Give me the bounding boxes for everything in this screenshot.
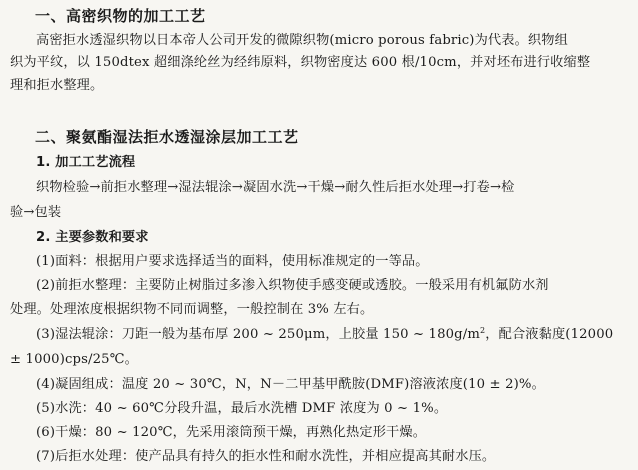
- param-item-3-line2: ± 1000)cps/25℃。: [10, 352, 138, 367]
- param-item-3-text-b: ，配合液黏度(12000: [485, 327, 614, 342]
- param-item-6: (6)干燥：80 ~ 120℃，先采用滚筒预干燥，再熟化热定形干燥。: [36, 425, 427, 440]
- param-item-5: (5)水洗：40 ~ 60℃分段升温，最后水洗槽 DMF 浓度为 0 ~ 1%。: [36, 401, 448, 416]
- param-item-2-line1: (2)前拒水整理：主要防止树脂过多渗入织物使手感变硬或透胶。一般采用有机氟防水剂: [36, 278, 549, 293]
- param-item-2-line2: 处理。处理浓度根据织物不同而调整，一般控制在 3% 左右。: [10, 302, 374, 317]
- param-item-1: (1)面料：根据用户要求选择适当的面料，使用标准规定的一等品。: [36, 254, 429, 269]
- param-item-7: (7)后拒水处理：使产品具有持久的拒水性和耐水洗性，并相应提高其耐水压。: [36, 449, 496, 464]
- section1-heading: 一、高密织物的加工工艺: [35, 7, 206, 25]
- process-flow-line1: 织物检验→前拒水整理→湿法辊涂→凝固水洗→干燥→耐久性后拒水处理→打卷→检: [36, 180, 515, 195]
- unit-superscript: 2: [480, 326, 486, 335]
- section2-heading: 二、聚氨酯湿法拒水透湿涂层加工工艺: [35, 128, 299, 146]
- param-item-3-text-a: (3)湿法辊涂：刀距一般为基布厚 200 ~ 250μm，上胶量 150 ~ 180g/m: [36, 327, 481, 342]
- subsection1-heading: 1. 加工工艺流程: [36, 155, 136, 170]
- section1-paragraph-line1: 高密拒水透湿织物以日本帝人公司开发的微隙织物(micro porous fabric)为代表。织物组: [36, 33, 568, 48]
- param-item-3-line1: [36, 325, 613, 345]
- process-flow-line2: 验→包装: [10, 205, 62, 220]
- subsection2-heading: 2. 主要参数和要求: [36, 230, 149, 245]
- param-item-4: (4)凝固组成：温度 20 ~ 30℃，N，N－二甲基甲酰胺(DMF)溶液浓度(10 ± 2)%。: [36, 377, 545, 392]
- section1-paragraph-line2: 织为平纹，以 150dtex 超细涤纶丝为经纬原料，织物密度达 600 根/10cm，并对坯布进行收缩整: [10, 55, 591, 70]
- section1-paragraph-line3: 理和拒水整理。: [10, 78, 104, 93]
